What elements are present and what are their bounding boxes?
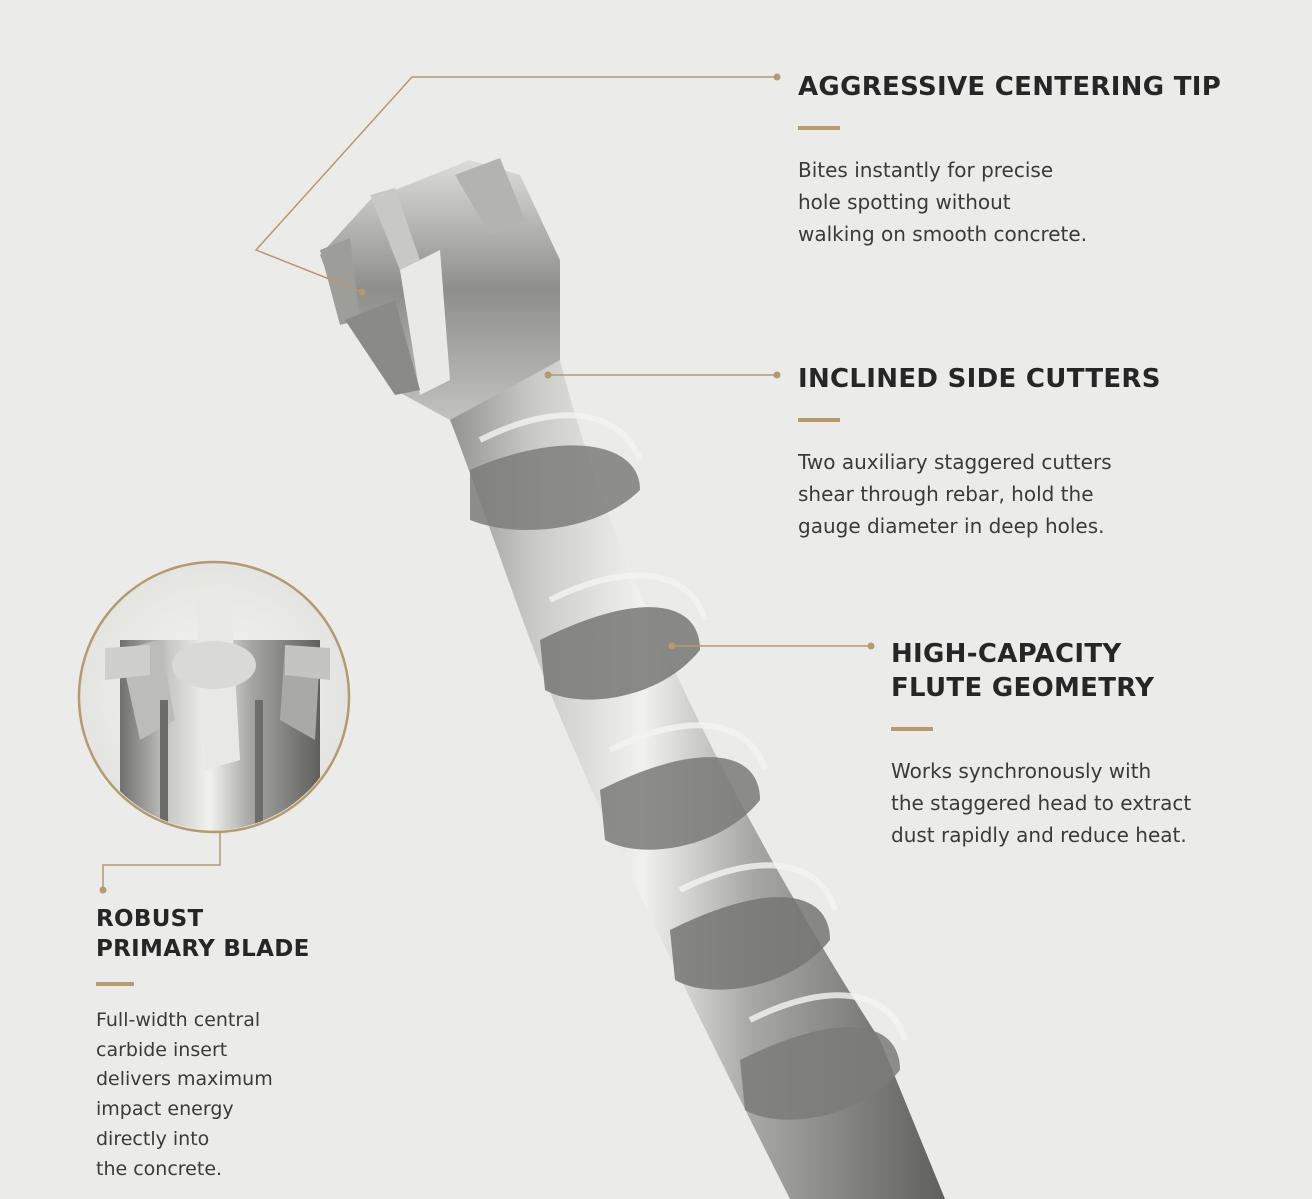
accent-rule <box>798 126 840 130</box>
callout-flute-geometry <box>891 637 1301 851</box>
leader-line-blade <box>103 832 220 890</box>
accent-rule <box>891 727 933 731</box>
accent-rule <box>798 418 840 422</box>
callout-title: ROBUST PRIMARY BLADE <box>96 906 310 962</box>
callout-description: Works synchronously with the staggered head to extract dust rapidly and reduce heat. <box>891 759 1192 847</box>
callout-description: Full-width central carbide insert delivers maximum impact energy directly into the concrete. <box>96 1009 273 1180</box>
callout-description: Bites instantly for precise hole spotting without walking on smooth concrete. <box>798 158 1088 246</box>
callout-description: Two auxiliary staggered cutters shear through rebar, hold the gauge diameter in deep holes. <box>798 450 1112 538</box>
callout-side-cutters <box>798 362 1268 542</box>
callout-title: AGGRESSIVE CENTERING TIP <box>798 72 1222 102</box>
accent-rule <box>96 982 134 986</box>
magnified-blade-inset <box>79 562 349 840</box>
callout-primary-blade <box>96 904 326 1184</box>
callout-title: INCLINED SIDE CUTTERS <box>798 364 1161 394</box>
callout-title: HIGH-CAPACITY FLUTE GEOMETRY <box>891 639 1155 703</box>
callout-centering-tip <box>798 70 1268 250</box>
